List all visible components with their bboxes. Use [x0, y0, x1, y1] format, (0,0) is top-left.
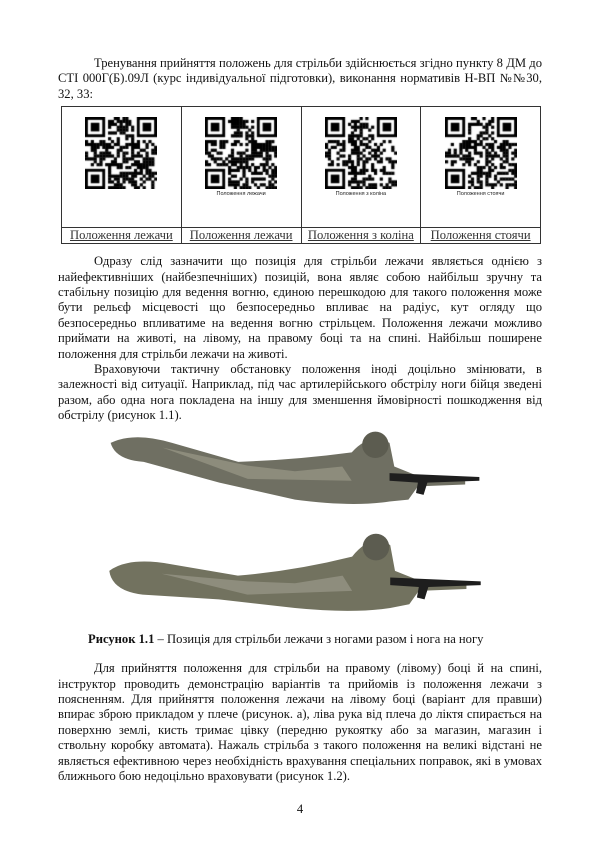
qr-label-link[interactable]: Положення лежачи: [62, 228, 182, 244]
paragraph: Для прийняття положення для стрільби на правому (лівому) боці й на спині, інструктор проводить демонстрацію варіантів та прийомів із положення лежачи з поясненням. Для прийняття положення лежачи на лівому боці (варіант для правши) впирає зброю прикладом у плече (рисунок. а), ліва рука від плеча до ліктя спирається на поверхню землі, кисть тримає цівку (передню рукоятку або за магазин, магазин і ствольну коробку автомата). Нажаль стрільба з такого положення на великі відстані не являється ефективною через необхідність врахування спеціальних поправок, які в умовах ближнього бою недоцільно враховувати (рисунок 1.2).: [58, 661, 542, 783]
qr-cell: [421, 107, 541, 228]
qr-label-link[interactable]: Положення стоячи: [421, 228, 541, 244]
qr-caption: Положення стоячи: [456, 191, 505, 198]
qr-code-image[interactable]: [325, 117, 397, 189]
page-number: 4: [296, 802, 304, 816]
paragraph: Одразу слід зазначити що позиція для стрільби лежачи являється однією з найефективніших (найбезпечніших) позицій, вона являє собою найбільш зручну та стабільну позицію для ведення вогню, єдиною перешкодою для такого положення може бути рельєф місцевості що безпосередньо впливає на радіус, кут огляду що безпосередньо впливатиме на ведення вогню стрільцем. Положення лежачи можливо приймати на животі, на лівому, на правому боці та на спині. Найбільш поширене положення для стрільби лежачи на животі.: [58, 254, 542, 361]
qr-code-table: [61, 106, 541, 244]
figure-caption: [88, 632, 542, 647]
page-content: [58, 56, 542, 784]
qr-cell: [301, 107, 421, 228]
figure-caption-text: – Позиція для стрільби лежачи з ногами разом і нога на ногу: [154, 631, 484, 646]
qr-cell: [181, 107, 301, 228]
paragraph: Враховуючи тактичну обстановку положення іноді доцільно змінювати, в залежності від ситуації. Наприклад, під час артилерійського обстрілу ноги бійця зведені разом, або одна нога покладена на іншу для зменшення ймовірності пошкодження від обстрілу (рисунок 1.1).: [58, 362, 542, 423]
qr-code-image[interactable]: [205, 117, 277, 189]
qr-code-image[interactable]: [445, 117, 517, 189]
qr-caption: Положення лежачи: [216, 191, 266, 198]
qr-label-link[interactable]: Положення з коліна: [301, 228, 421, 244]
soldier-prone-photo-leg-on-leg: [95, 528, 495, 628]
soldier-prone-photo-legs-together: [95, 424, 495, 528]
qr-label-link[interactable]: Положення лежачи: [181, 228, 301, 244]
qr-cell: [62, 107, 182, 228]
figure-label: Рисунок 1.1: [88, 631, 155, 646]
intro-paragraph: Тренування прийняття положень для стрільби здійснюється згідно пункту 8 ДМ до СТІ 000Г(Б).09Л (курс індивідуальної підготовки), виконання нормативів Н-ВП №№30, 32, 33:: [58, 56, 542, 101]
qr-code-image[interactable]: [85, 117, 157, 189]
qr-caption: Положення з коліна: [335, 191, 387, 198]
